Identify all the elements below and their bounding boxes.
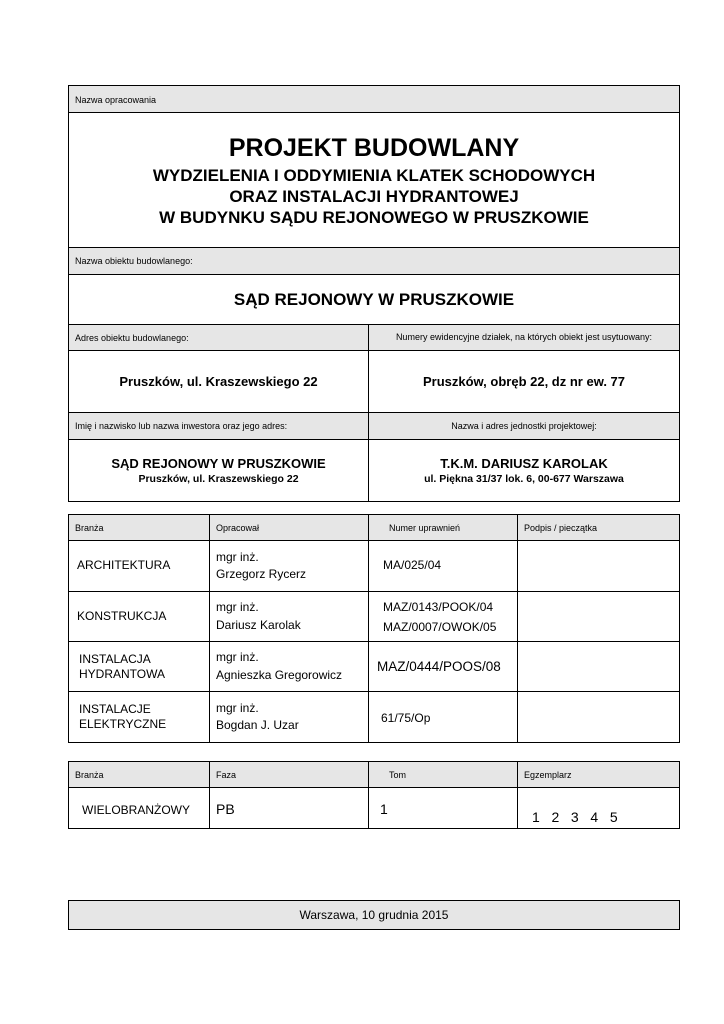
header-label: Podpis / pieczątka: [524, 523, 598, 533]
investor-name: SĄD REJONOWY W PRUSZKOWIE: [111, 455, 326, 471]
author-name: Dariusz Karolak: [216, 617, 301, 632]
table-row-license: [369, 541, 518, 592]
object-plots: Pruszków, obręb 22, dz nr ew. 77: [422, 374, 626, 389]
phase-header-phase: [210, 761, 369, 788]
object-address: Pruszków, ul. Kraszewskiego 22: [119, 374, 318, 389]
investor-label-cell: [68, 413, 369, 440]
table-row-author: [210, 642, 369, 692]
authors-header-branch: [68, 514, 210, 541]
footer-place-date: [68, 900, 680, 930]
designer-value-cell: [369, 440, 680, 502]
table-row-license: [369, 642, 518, 692]
table-row-license: [369, 592, 518, 642]
object-label-row: [68, 248, 680, 275]
copies-value: 1 2 3 4 5: [532, 809, 618, 825]
license-number: MAZ/0444/POOS/08: [377, 659, 501, 674]
table-row-author: [210, 592, 369, 642]
designer-label: Nazwa i adres jednostki projektowej:: [451, 420, 597, 431]
header-label: Branża: [75, 523, 104, 533]
address-value-cell: [68, 351, 369, 413]
plots-value-cell: [369, 351, 680, 413]
authors-header-license: [369, 514, 518, 541]
name-label: Nazwa opracowania: [75, 95, 157, 105]
author-title: mgr inż.: [216, 650, 259, 665]
object-name: SĄD REJONOWY W PRUSZKOWIE: [233, 289, 515, 309]
table-row-author: [210, 541, 369, 592]
phase-branch: WIELOBRANŻOWY: [82, 803, 191, 817]
branch-name: INSTALACJA: [79, 651, 151, 666]
designer-name: T.K.M. DARIUSZ KAROLAK: [440, 455, 608, 471]
license-number: MAZ/0007/OWOK/05: [383, 619, 497, 634]
authors-header-signature: [518, 514, 680, 541]
license-number: MAZ/0143/POOK/04: [383, 599, 494, 614]
author-name: Grzegorz Rycerz: [216, 567, 307, 581]
phase-header-volume: [369, 761, 518, 788]
branch-name: KONSTRUKCJA: [77, 608, 167, 623]
author-title: mgr inż.: [216, 549, 259, 564]
subtitle-line-2: ORAZ INSTALACJI HYDRANTOWEJ: [229, 186, 519, 206]
table-row-signature: [518, 592, 680, 642]
volume-value: 1: [380, 801, 388, 817]
page-title: PROJEKT BUDOWLANY: [228, 133, 520, 162]
subtitle-line-1: WYDZIELENIA I ODDYMIENIA KLATEK SCHODOWYCH: [152, 165, 596, 185]
branch-name: ARCHITEKTURA: [77, 558, 171, 573]
table-row-license: [369, 692, 518, 743]
object-name-row: [68, 275, 680, 325]
author-title: mgr inż.: [216, 700, 259, 715]
header-label: Numer uprawnień: [389, 523, 461, 533]
license-number: 61/75/Op: [381, 711, 431, 725]
header-label: Faza: [216, 770, 237, 780]
table-row-signature: [518, 642, 680, 692]
author-name: Bogdan J. Uzar: [216, 718, 299, 732]
name-label-row: [68, 85, 680, 113]
investor-label: Imię i nazwisko lub nazwa inwestora oraz jego adres:: [75, 421, 288, 431]
address-label: Adres obiektu budowlanego:: [75, 333, 189, 343]
header-label: Opracował: [216, 523, 260, 533]
designer-address: ul. Piękna 31/37 lok. 6, 00-677 Warszawa: [424, 472, 624, 485]
phase-header-branch: [68, 761, 210, 788]
phase-branch-cell: [68, 788, 210, 829]
branch-name: ELEKTRYCZNE: [79, 717, 167, 731]
header-label: Branża: [75, 770, 104, 780]
phase-volume-cell: [369, 788, 518, 829]
phase-value: PB: [216, 801, 235, 817]
table-row-branch: [68, 692, 210, 743]
table-row-branch: [68, 642, 210, 692]
object-label: Nazwa obiektu budowlanego:: [75, 256, 193, 266]
plots-label: Numery ewidencyjne działek, na których obiekt jest usytuowany:: [395, 332, 653, 342]
branch-name: INSTALACJE: [79, 702, 151, 716]
investor-value-cell: [68, 440, 369, 502]
header-label: Egzemplarz: [524, 770, 572, 780]
designer-label-cell: [369, 413, 680, 440]
author-name: Agnieszka Gregorowicz: [216, 667, 343, 682]
place-date: Warszawa, 10 grudnia 2015: [299, 908, 449, 922]
table-row-author: [210, 692, 369, 743]
license-number: MA/025/04: [383, 558, 442, 573]
table-row-signature: [518, 541, 680, 592]
plots-label-cell: [369, 325, 680, 351]
phase-header-copies: [518, 761, 680, 788]
investor-address: Pruszków, ul. Kraszewskiego 22: [138, 472, 299, 485]
phase-copies-cell: [518, 788, 680, 829]
title-block: [68, 113, 680, 248]
header-label: Tom: [389, 770, 407, 780]
author-title: mgr inż.: [216, 600, 259, 615]
phase-phase-cell: [210, 788, 369, 829]
table-row-branch: [68, 592, 210, 642]
table-row-signature: [518, 692, 680, 743]
branch-name: HYDRANTOWA: [79, 666, 166, 681]
subtitle-line-3: W BUDYNKU SĄDU REJONOWEGO W PRUSZKOWIE: [159, 207, 589, 227]
authors-header-author: [210, 514, 369, 541]
table-row-branch: [68, 541, 210, 592]
address-label-cell: [68, 325, 369, 351]
